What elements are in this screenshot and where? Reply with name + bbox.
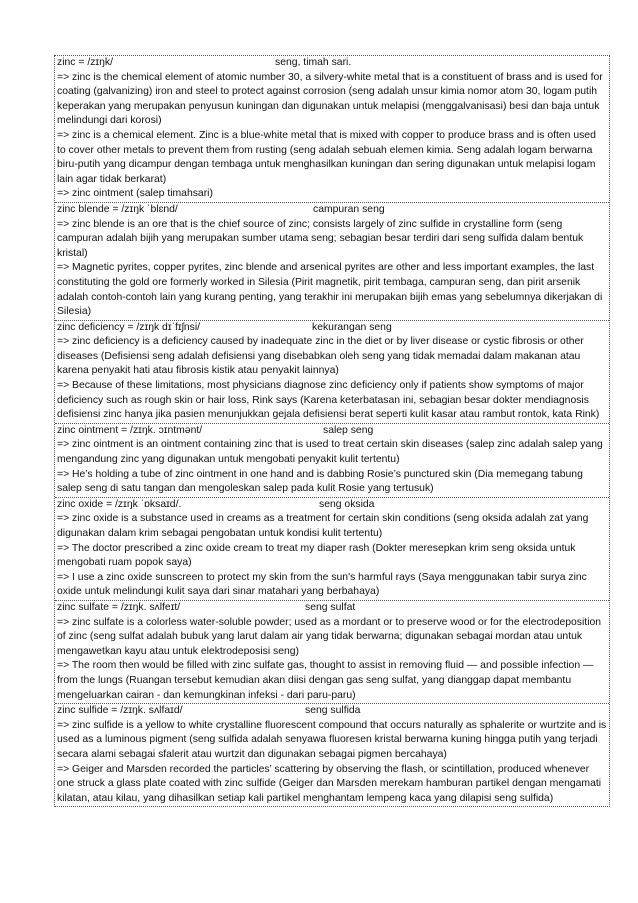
entry-translation: seng sulfat	[305, 601, 356, 613]
entry-translation: kekurangan seng	[312, 321, 392, 333]
entry-translation: seng, timah sari.	[275, 57, 352, 68]
entry-zinc-deficiency	[55, 321, 609, 424]
entry-translation: seng oksida	[319, 498, 375, 510]
entry-line: => zinc ointment (salep timahsari)	[57, 188, 213, 200]
entry-line: => Geiger and Marsden recorded the particles’ scattering by observing the flash, or scintillation, produced whenever one struck a glass plate coated with zinc sulfide (Geiger dan Marsden merekam hamburan partikel dengan mengamati kilatan, atau kilau, yang dihasilkan setiap kali partikel menghantam lempeng kaca yang dilapisi seng sulfida)	[57, 763, 602, 804]
entry-line: => zinc oxide is a substance used in creams as a treatment for certain skin conditions (seng oksida adalah zat yang digunakan dalam krim sebagai pengobatan untuk kondisi kulit tertentu)	[57, 513, 589, 539]
entry-zinc-sulfate	[55, 601, 609, 704]
entry-heading	[57, 704, 607, 719]
entry-translation: salep seng	[323, 424, 374, 436]
entry-line: => The room then would be filled with zinc sulfate gas, thought to assist in removing fluid — and possible infection — from the lungs (Ruangan tersebut kemudian akan diisi dengan gas seng sulfat, yang dianggap dapat membantu mengeluarkan cairan - dan kemungkinan infeksi - dari paru-paru)	[57, 660, 594, 701]
dictionary-page	[54, 55, 610, 807]
entry-line: => zinc is the chemical element of atomic number 30, a silvery-white metal that is a constituent of brass and is used for coating (galvanizing) iron and steel to protect against corrosion (seng adalah unsur kimia nomor atom 30, logam putih keperakan yang merupakan penyusun kuningan dan digunakan untuk melapisi (menggalvanisasi) besi dan baja untuk melindungi dari korosi)	[57, 71, 603, 127]
entry-zinc-oxide	[55, 498, 609, 601]
entry-translation: campuran seng	[313, 203, 385, 215]
entry-line: => Because of these limitations, most physicians diagnose zinc deficiency only if patients show symptoms of major deficiency such as rough skin or hair loss, Rink says (Karena keterbatasan ini, sebagian besar dokter mendiagnosis defisiensi zinc hanya jika pasien menunjukkan gejala defisiensi berat seperti kulit kasar atau rambut rontok, kata Rink)	[57, 380, 600, 421]
entry-line: => I use a zinc oxide sunscreen to protect my skin from the sun's harmful rays (Saya menggunakan tabir surya zinc oxide untuk melindungi kulit saya dari sinar matahari yang berbahaya)	[57, 571, 587, 598]
entry-term: zinc ointment = /zɪŋk. ɔɪntmənt/	[57, 424, 203, 436]
entry-line: => Magnetic pyrites, copper pyrites, zinc blende and arsenical pyrites are other and less important examples, the last constituting the gold ore formerly worked in Silesia (Pirit magnetik, pirit tembaga, campuran seng, dan pirit arsenik adalah contoh-contoh lain yang kurang penting, yang terakhir ini merupakan bijih emas yang sebelumnya dikerjakan di Silesia)	[57, 262, 603, 318]
entry-line: => zinc ointment is an ointment containing zinc that is used to treat certain skin diseases (salep zinc adalah salep yang mengandung zinc yang digunakan untuk mengobati penyakit kulit tertentu)	[57, 439, 603, 466]
entry-line: => zinc sulfate is a colorless water-soluble powder; used as a mordant or to preserve wood or for the electrodeposition of zinc (seng sulfat adalah bubuk yang larut dalam air yang tidak berwarna; digunakan sebagai mordan atau untuk mengawetkan kayu atau untuk elektrodeposisi seng)	[57, 616, 602, 657]
entry-term: zinc sulfide = /zɪŋk. sʌlfaɪd/	[57, 705, 183, 717]
entry-heading	[57, 601, 607, 616]
entry-heading	[57, 56, 607, 71]
entry-line: => zinc sulfide is a yellow to white crystalline fluorescent compound that occurs naturally as sphalerite or wurtzite and is used as a luminous pigment (seng sulfida adalah senyawa fluoresen kristal berwarna kuning hingga putih yang terjadi secara alami sebagai sfalerit atau wurtzit dan digunakan sebagai pigmen bercahaya)	[57, 719, 607, 760]
entry-line: => The doctor prescribed a zinc oxide cream to treat my diaper rash (Dokter meresepkan krim seng oksida untuk mengobati ruam popok saya)	[57, 542, 576, 569]
entry-zinc-sulfide	[55, 704, 609, 806]
entry-heading	[57, 203, 607, 218]
entry-term: zinc oxide = /zɪŋk ˈɒksaɪd/.	[57, 498, 182, 510]
entry-zinc-blende	[55, 203, 609, 321]
entry-heading	[57, 424, 607, 439]
entry-line: => zinc deficiency is a deficiency caused by inadequate zinc in the diet or by liver disease or cystic fibrosis or other diseases (Defisiensi seng adalah defisiensi yang disebabkan oleh seng yang tidak memadai dalam makanan atau karena penyakit hati atau fibrosis kistik atau penyakit lainnya)	[57, 336, 584, 377]
entry-line: => zinc is a chemical element. Zinc is a blue-white metal that is mixed with copper to produce brass and is often used to cover other metals to prevent them from rusting (seng adalah sebuah elemen kimia. Seng adalah logam berwarna biru-putih yang dicampur dengan tembaga untuk menghasilkan kuningan dan sering digunakan untuk melapisi logam lain agar tidak berkarat)	[57, 129, 596, 185]
entry-term: zinc = /zɪŋk/	[57, 57, 113, 68]
entry-term: zinc blende = /zɪŋk ˈblɛnd/	[57, 203, 178, 215]
entry-translation: seng sulfida	[305, 705, 361, 717]
entry-heading	[57, 321, 607, 336]
entry-term: zinc sulfate = /zɪŋk. sʌlfeɪt/	[57, 601, 181, 613]
entry-line: => zinc blende is an ore that is the chief source of zinc; consists largely of zinc sulfide in crystalline form (seng campuran adalah bijih yang merupakan sumber utama seng; sebagian besar terdiri dari seng sulfida dalam bentuk kristal)	[57, 218, 584, 259]
entry-zinc-ointment	[55, 424, 609, 498]
entry-heading	[57, 498, 607, 513]
entry-line: => He’s holding a tube of zinc ointment in one hand and is dabbing Rosie’s punctured skin (Dia memegang tabung salep seng di satu tangan dan mengoleskan salep pada kulit Rosie yang tertusuk)	[57, 468, 583, 495]
entry-zinc	[55, 56, 609, 203]
entry-term: zinc deficiency = /zɪŋk dɪˈfɪʃnsi/	[57, 321, 201, 333]
